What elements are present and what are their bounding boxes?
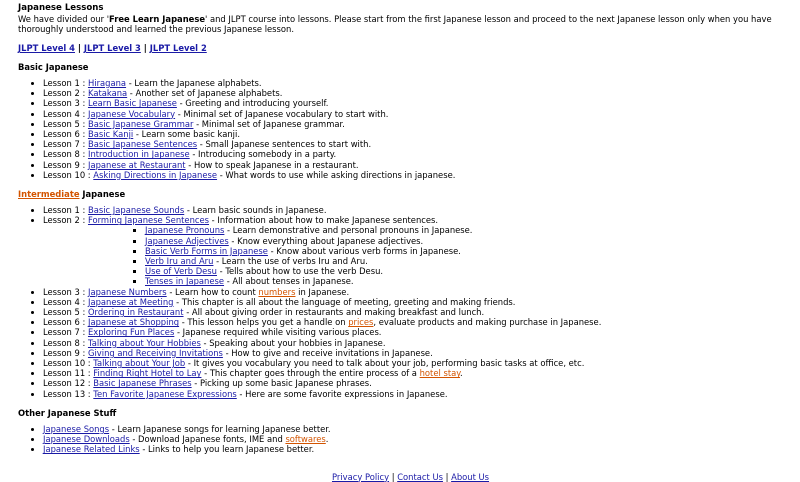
topic-description: - All about tenses in Japanese.: [224, 276, 354, 287]
list-item: [43, 297, 793, 307]
resource-description: - Learn Japanese songs for learning Japanese better.: [109, 423, 331, 434]
list-item: [43, 378, 793, 388]
list-item: [145, 276, 793, 286]
lesson-number: Lesson 7 :: [43, 327, 88, 338]
contact-us-link[interactable]: Contact Us: [397, 471, 443, 482]
lesson-link[interactable]: Asking Directions in Japanese: [93, 169, 218, 180]
lesson-description: - Minimal set of Japanese vocabulary to start with.: [175, 108, 389, 119]
lesson-number: Lesson 5 :: [43, 118, 88, 129]
lesson-link[interactable]: Japanese Numbers: [87, 286, 167, 297]
list-item: [43, 98, 793, 108]
list-item: [43, 444, 793, 454]
lesson-description: in Japanese.: [295, 286, 350, 297]
separator: |: [140, 43, 150, 53]
list-item: [43, 358, 793, 368]
lesson-number: Lesson 13 :: [43, 388, 94, 399]
footer-nav: [18, 472, 793, 482]
lesson-number: Lesson 6 :: [43, 129, 88, 140]
heading-text: Japanese: [79, 189, 126, 200]
lesson-description: - It gives you vocabulary you need to talk about your job, performing basic tasks at office, etc.: [185, 358, 585, 369]
topic-description: - Tells about how to use the verb Desu.: [216, 266, 384, 277]
lesson-number: Lesson 2 :: [43, 88, 88, 99]
lesson-description: - Learn basic sounds in Japanese.: [184, 205, 327, 216]
highlighted-keyword[interactable]: numbers: [258, 286, 296, 297]
basic-lessons-list: [18, 78, 793, 180]
other-stuff-list: [18, 424, 793, 455]
list-item: [43, 139, 793, 149]
lesson-number: Lesson 6 :: [43, 317, 88, 328]
lesson-number: Lesson 11 :: [43, 368, 94, 379]
list-item: [43, 205, 793, 215]
list-item: [43, 338, 793, 348]
topic-link[interactable]: Japanese Adjectives: [145, 235, 229, 246]
resource-link[interactable]: Japanese Related Links: [43, 444, 140, 455]
list-item: [43, 368, 793, 378]
other-japanese-stuff-heading: Other Japanese Stuff: [18, 407, 117, 418]
list-item: [43, 160, 793, 170]
lesson-description: - Greeting and introducing yourself.: [176, 98, 329, 109]
list-item: [43, 317, 793, 327]
list-item: [43, 424, 793, 434]
lesson-number: Lesson 9 :: [43, 159, 88, 170]
lesson-link[interactable]: Introduction in Japanese: [87, 149, 190, 160]
lesson-description: - Picking up some basic Japanese phrases.: [191, 378, 372, 389]
sentence-topics-sublist: [145, 225, 793, 286]
list-item: [43, 119, 793, 129]
separator: |: [75, 43, 84, 53]
resource-description: - Links to help you learn Japanese better.: [139, 444, 315, 455]
lesson-description: - Another set of Japanese alphabets.: [127, 88, 283, 99]
highlighted-keyword[interactable]: Intermediate: [18, 189, 80, 200]
lesson-description: - Small Japanese sentences to start with.: [197, 139, 372, 150]
list-item: [43, 348, 793, 358]
intro-text: [18, 14, 793, 34]
separator: |: [442, 471, 452, 482]
lesson-description: - Minimal set of Japanese grammar.: [193, 118, 345, 129]
topic-description: - Learn the use of verbs Iru and Aru.: [213, 256, 368, 267]
list-item: [145, 236, 793, 246]
lesson-description: .: [460, 368, 463, 379]
lesson-description: - Learn some basic kanji.: [133, 129, 240, 140]
lesson-description: - Here are some favorite expressions in Japanese.: [236, 388, 448, 399]
lesson-number: Lesson 9 :: [43, 347, 88, 358]
highlighted-keyword[interactable]: softwares: [285, 434, 326, 445]
lesson-link[interactable]: Talking about Your Hobbies: [87, 337, 201, 348]
lesson-number: Lesson 10 :: [43, 358, 94, 369]
list-item: [43, 129, 793, 139]
lesson-link[interactable]: Forming Japanese Sentences: [87, 215, 210, 226]
lesson-link[interactable]: Finding Right Hotel to Lay: [93, 368, 202, 379]
lesson-number: Lesson 3 :: [43, 98, 88, 109]
lesson-link[interactable]: Learn Basic Japanese: [87, 98, 177, 109]
list-item: [145, 256, 793, 266]
list-item: [43, 389, 793, 399]
lesson-number: Lesson 8 :: [43, 149, 88, 160]
lesson-description: - Information about how to make Japanese sentences.: [209, 215, 439, 226]
lesson-link[interactable]: Ten Favorite Japanese Expressions: [93, 388, 237, 399]
lesson-description: - This lesson helps you get a handle on: [179, 317, 349, 328]
lesson-number: Lesson 2 :: [43, 215, 88, 226]
lesson-description: - How to speak Japanese in a restaurant.: [185, 159, 359, 170]
lesson-description: - Learn how to count: [166, 286, 259, 297]
highlighted-keyword[interactable]: hotel stay: [419, 368, 461, 379]
lesson-number: Lesson 3 :: [43, 286, 88, 297]
lesson-description: - What words to use while asking directions in japanese.: [217, 169, 456, 180]
lesson-description: - Learn the Japanese alphabets.: [126, 78, 262, 88]
resource-description: - Download Japanese fonts, IME and: [129, 434, 286, 445]
lesson-number: Lesson 8 :: [43, 337, 88, 348]
lesson-link[interactable]: Ordering in Restaurant: [87, 307, 184, 318]
jlpt-level-3-link[interactable]: JLPT Level 3: [83, 43, 141, 53]
lesson-number: Lesson 4 :: [43, 296, 88, 307]
basic-japanese-heading: Basic Japanese: [18, 62, 89, 72]
lesson-link[interactable]: Exploring Fun Places: [87, 327, 175, 338]
lesson-link[interactable]: Giving and Receiving Invitations: [87, 347, 223, 358]
jlpt-level-2-link[interactable]: JLPT Level 2: [149, 43, 207, 53]
lesson-description: - All about giving order in restaurants and making breakfast and lunch.: [183, 307, 485, 318]
topic-description: - Know everything about Japanese adjectives.: [228, 235, 424, 246]
intermediate-lessons-list: [18, 205, 793, 399]
highlighted-keyword[interactable]: prices: [348, 317, 374, 328]
list-item: [43, 287, 793, 297]
lesson-number: Lesson 10 :: [43, 169, 94, 180]
topic-link[interactable]: Basic Verb Forms in Japanese: [145, 245, 268, 256]
list-item: [43, 170, 793, 180]
lesson-number: Lesson 4 :: [43, 108, 88, 119]
lesson-link[interactable]: Basic Kanji: [87, 129, 134, 140]
resource-description: .: [325, 434, 329, 445]
list-item: [43, 307, 793, 317]
lesson-description: - This chapter is all about the language of meeting, greeting and making friends.: [173, 296, 516, 307]
list-item: [43, 88, 793, 98]
list-item: [145, 266, 793, 276]
topic-link[interactable]: Tenses in Japanese: [145, 276, 225, 287]
resource-link[interactable]: Japanese Downloads: [43, 434, 130, 445]
lesson-number: Lesson 7 :: [43, 139, 88, 150]
jlpt-level-nav: [18, 43, 793, 53]
lesson-link[interactable]: Japanese at Meeting: [87, 296, 174, 307]
intro-part: ' and JLPT course into lessons. Please start from the first Japanese lesson and proceed to the next Japanese lesson only when you have thoroughly understood and learned the previous Japanese lesson.: [18, 14, 772, 34]
lesson-link[interactable]: Basic Japanese Sounds: [87, 205, 185, 216]
lesson-number: Lesson 12 :: [43, 378, 94, 389]
intro-part: We have divided our ': [18, 14, 110, 24]
jlpt-level-4-link[interactable]: JLPT Level 4: [18, 43, 75, 53]
separator: |: [389, 471, 398, 482]
list-item: [43, 149, 793, 159]
intro-bold: Free Learn Japanese: [109, 14, 206, 24]
page-title: Japanese Lessons: [18, 3, 104, 13]
lesson-link[interactable]: Hiragana: [87, 78, 127, 88]
lesson-link[interactable]: Japanese at Shopping: [87, 317, 180, 328]
topic-link[interactable]: Verb Iru and Aru: [145, 256, 214, 267]
topic-link[interactable]: Use of Verb Desu: [145, 266, 217, 277]
list-item: [145, 246, 793, 256]
privacy-policy-link[interactable]: Privacy Policy: [331, 471, 390, 482]
resource-link[interactable]: Japanese Songs: [43, 423, 110, 434]
topic-description: - Know about various verb forms in Japanese.: [267, 245, 461, 256]
topic-description: - Learn demonstrative and personal pronouns in Japanese.: [224, 225, 473, 236]
topic-link[interactable]: Japanese Pronouns: [145, 225, 225, 236]
list-item: [43, 78, 793, 88]
lesson-description: - Japanese required while visiting various places.: [174, 327, 382, 338]
list-item: [43, 215, 793, 286]
lesson-number: Lesson 5 :: [43, 307, 88, 318]
lesson-description: - This chapter goes through the entire process of a: [201, 368, 420, 379]
lesson-link[interactable]: Basic Japanese Sentences: [87, 139, 198, 150]
list-item: [43, 109, 793, 119]
list-item: [145, 225, 793, 235]
lesson-description: - How to give and receive invitations in Japanese.: [222, 347, 433, 358]
lesson-number: Lesson 1 :: [43, 78, 88, 88]
intermediate-japanese-heading: [18, 189, 793, 199]
lesson-description: - Introducing somebody in a party.: [189, 149, 337, 160]
lesson-description: , evaluate products and making purchase in Japanese.: [373, 317, 602, 328]
about-us-link[interactable]: About Us: [451, 471, 490, 482]
list-item: [43, 327, 793, 337]
lesson-link[interactable]: Talking about Your Job: [93, 358, 186, 369]
lesson-link[interactable]: Basic Japanese Grammar: [87, 118, 194, 129]
lesson-link[interactable]: Japanese Vocabulary: [87, 108, 176, 119]
lesson-link[interactable]: Japanese at Restaurant: [87, 159, 186, 170]
lesson-link[interactable]: Basic Japanese Phrases: [93, 378, 192, 389]
lesson-link[interactable]: Katakana: [87, 88, 128, 99]
list-item: [43, 434, 793, 444]
lesson-number: Lesson 1 :: [43, 205, 88, 216]
lesson-description: - Speaking about your hobbies in Japanese.: [200, 337, 386, 348]
